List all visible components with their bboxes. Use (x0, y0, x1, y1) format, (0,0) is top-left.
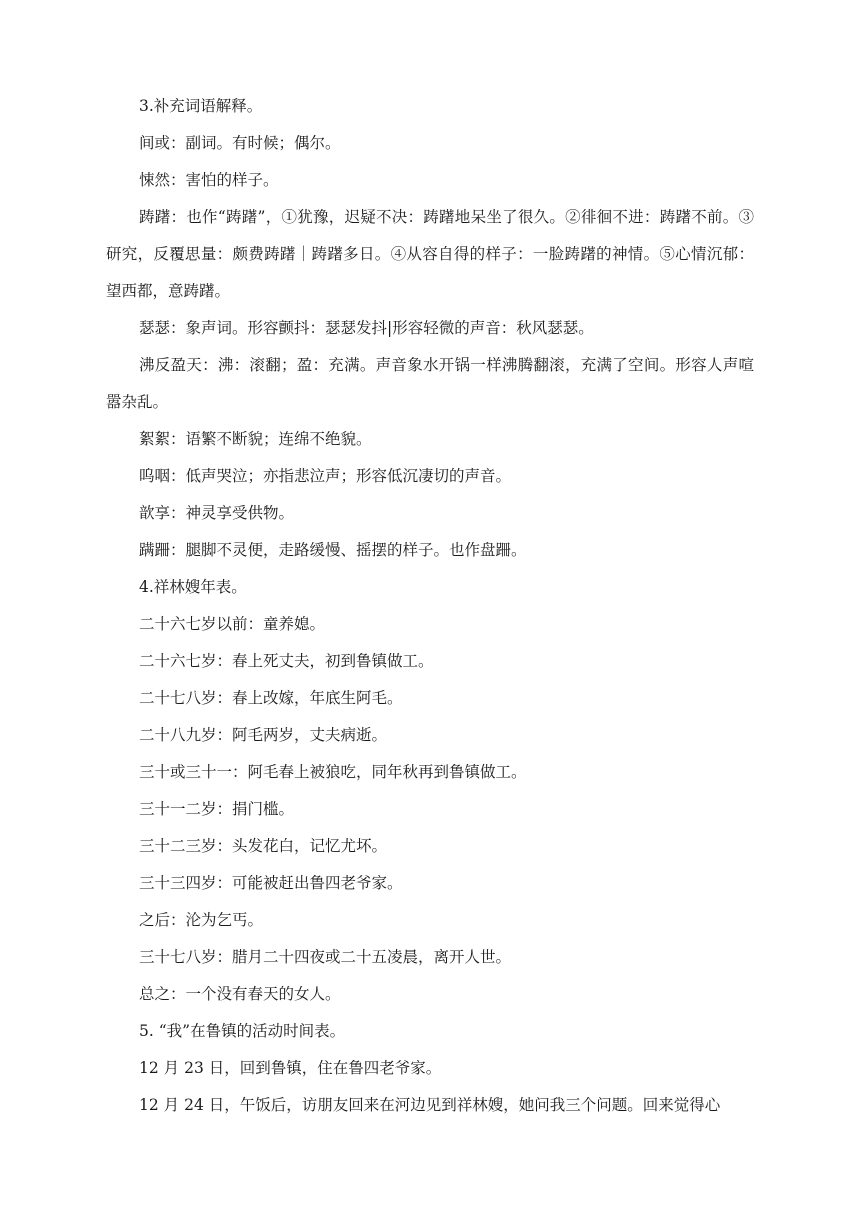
definition-jianhuo: 间或：副词。有时候；偶尔。 (139, 134, 341, 152)
section-heading-5: 5. “我”在鲁镇的活动时间表。 (139, 1022, 346, 1040)
timeline-entry: 二十六七岁：春上死丈夫，初到鲁镇做工。 (139, 652, 434, 670)
definition-songran: 悚然：害怕的样子。 (139, 171, 279, 189)
definition-xinxiang: 歆享：神灵享受供物。 (139, 504, 295, 522)
section-heading-3: 3.补充词语解释。 (139, 97, 263, 115)
document-body (106, 88, 754, 1124)
timeline-summary: 总之：一个没有春天的女人。 (139, 985, 341, 1003)
schedule-entry: 12 月 24 日，午饭后，访朋友回来在河边见到祥林嫂，她问我三个问题。回来觉得心 (139, 1096, 721, 1114)
definition-xuxu: 絮絮：语繁不断貌；连绵不绝貌。 (139, 430, 372, 448)
definition-chouchu: 踌躇：也作“踌躇”，①犹豫，迟疑不决：踌躇地呆坐了很久。②徘徊不进：踌躇不前。③研究，反覆思量：颇费踌躇｜踌躇多日。④从容自得的样子：一脸踌躇的神情。⑤心情沉郁：望西都，意踌躇。 (106, 208, 754, 300)
timeline-entry: 之后：沦为乞丐。 (139, 911, 264, 929)
timeline-entry: 三十或三十一：阿毛春上被狼吃，同年秋再到鲁镇做工。 (139, 763, 527, 781)
section-heading-4: 4.祥林嫂年表。 (139, 578, 247, 596)
timeline-entry: 三十三四岁：可能被赶出鲁四老爷家。 (139, 874, 403, 892)
definition-panshan: 蹒跚：腿脚不灵便，走路缓慢、摇摆的样子。也作盘跚。 (139, 541, 527, 559)
timeline-entry: 二十六七岁以前：童养媳。 (139, 615, 326, 633)
schedule-entry: 12 月 23 日，回到鲁镇，住在鲁四老爷家。 (139, 1059, 442, 1077)
timeline-entry: 三十一二岁：捐门槛。 (139, 800, 295, 818)
definition-sese: 瑟瑟：象声词。形容颤抖：瑟瑟发抖|形容轻微的声音：秋风瑟瑟。 (139, 319, 594, 337)
definition-fefanyingtian: 沸反盈天：沸：滚翻；盈：充满。声音象水开锅一样沸腾翻滚，充满了空间。形容人声喧嚣杂乱。 (106, 356, 754, 411)
definition-wuye: 呜咽：低声哭泣；亦指悲泣声；形容低沉凄切的声音。 (139, 467, 512, 485)
timeline-entry: 三十二三岁：头发花白，记忆尤坏。 (139, 837, 388, 855)
timeline-entry: 二十七八岁：春上改嫁，年底生阿毛。 (139, 689, 403, 707)
timeline-entry: 三十七八岁：腊月二十四夜或二十五凌晨，离开人世。 (139, 948, 512, 966)
timeline-entry: 二十八九岁：阿毛两岁，丈夫病逝。 (139, 726, 388, 744)
